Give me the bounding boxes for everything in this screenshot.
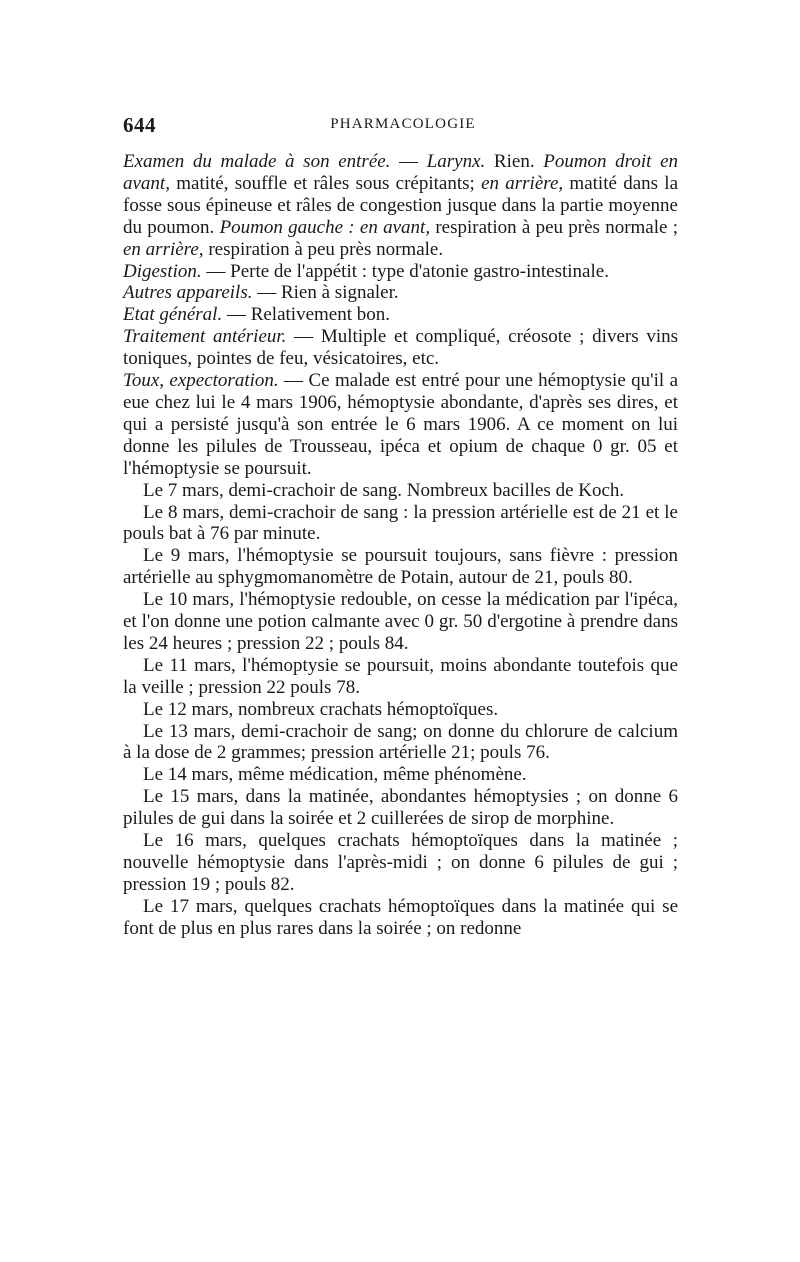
segment: matité dans la fosse sous épineuse et râles de congestion jusque dans la partie moyenne du poumon. <box>123 172 679 238</box>
paragraph-text: — Perte de l'appétit : type d'atonie gastro-intestinale. <box>201 260 609 282</box>
segment: Rien. <box>485 151 544 172</box>
segment: — <box>390 151 427 172</box>
paragraph-8-mars: Le 8 mars, demi-crachoir de sang : la pression artérielle est de 21 et le pouls bat à 76 par minute. <box>123 501 678 545</box>
paragraph-15-mars: Le 15 mars, dans la matinée, abondantes hémoptysies ; on donne 6 pilules de gui dans la soirée et 2 cuillerées de sirop de morphine. <box>123 786 678 830</box>
paragraph-digestion <box>123 261 678 283</box>
paragraph-10-mars: Le 10 mars, l'hémoptysie redouble, on cesse la médication par l'ipéca, et l'on donne une potion calmante avec 0 gr. 50 d'ergotine à prendre dans les 24 heures ; pression 22 ; pouls 84. <box>123 589 678 654</box>
paragraph-13-mars: Le 13 mars, demi-crachoir de sang; on donne du chlorure de calcium à la dose de 2 grammes; pression artérielle 21; pouls 76. <box>123 720 678 764</box>
paragraph-lead: Examen du malade à son entrée. <box>123 151 391 172</box>
paragraph-lead: Traitement antérieur. <box>123 326 287 348</box>
paragraph-17-mars: Le 17 mars, quelques crachats hémoptoïques dans la matinée qui se font de plus en plus rares dans la soirée ; on redonne <box>123 895 678 939</box>
body-text <box>123 151 678 940</box>
paragraph-etat-general <box>123 304 678 326</box>
segment: en arrière, <box>481 172 564 194</box>
segment: matité, souffle et râles sous crépitants; <box>169 172 482 194</box>
paragraph-12-mars: Le 12 mars, nombreux crachats hémoptoïques. <box>143 698 499 720</box>
paragraph-text: — Relativement bon. <box>222 304 391 326</box>
segment: Poumon gauche : en avant, <box>219 216 431 238</box>
paragraph-11-mars: Le 11 mars, l'hémoptysie se poursuit, moins abondante toutefois que la veille ; pression 22 pouls 78. <box>123 654 678 698</box>
segment: Poumon droit en avant, <box>123 151 679 194</box>
paragraph-lead: Etat général. <box>123 304 223 326</box>
paragraph-9-mars: Le 9 mars, l'hémoptysie se poursuit toujours, sans fièvre : pression artérielle au sphygmomanomètre de Potain, autour de 21, pouls 80. <box>123 545 678 589</box>
paragraph-lead: Autres appareils. <box>123 282 253 304</box>
segment: respiration à peu près normale ; <box>430 216 678 238</box>
paragraph-text: — Rien à signaler. <box>252 282 399 304</box>
paragraph-text: — Ce malade est entré pour une hémoptysie qu'il a eue chez lui le 4 mars 1906, hémoptysie abondante, d'après ses dires, et qui a persisté jusqu'à son entrée le 6 mars 1906. A ce moment on lui donne les pilules de Trousseau, ipéca et opium de chaque 0 gr. 05 et l'hémoptysie se poursuit. <box>123 370 678 479</box>
paragraph-toux <box>123 370 678 480</box>
page-number: 644 <box>123 113 156 137</box>
running-title: PHARMACOLOGIE <box>330 116 476 132</box>
paragraph-autres-appareils <box>123 282 678 304</box>
paragraph-lead: Digestion. <box>123 260 202 282</box>
paragraph-14-mars: Le 14 mars, même médication, même phénomène. <box>143 764 527 786</box>
paragraph-16-mars: Le 16 mars, quelques crachats hémoptoïques dans la matinée ; nouvelle hémoptysie dans l'après-midi ; on donne 6 pilules de gui ; pression 19 ; pouls 82. <box>123 830 678 895</box>
paragraph-lead: Toux, expectoration. <box>123 370 279 392</box>
paragraph-traitement <box>123 326 678 370</box>
segment: Larynx. <box>426 151 486 172</box>
segment: respiration à peu près normale. <box>203 238 444 260</box>
segment: en arrière, <box>123 238 204 260</box>
page-header <box>123 113 683 137</box>
paragraph-text: — Multiple et compliqué, créosote ; divers vins toniques, pointes de feu, vésicatoires, etc. <box>123 326 678 370</box>
paragraph-examen <box>123 151 678 261</box>
paragraph-7-mars: Le 7 mars, demi-crachoir de sang. Nombreux bacilles de Koch. <box>143 479 625 501</box>
